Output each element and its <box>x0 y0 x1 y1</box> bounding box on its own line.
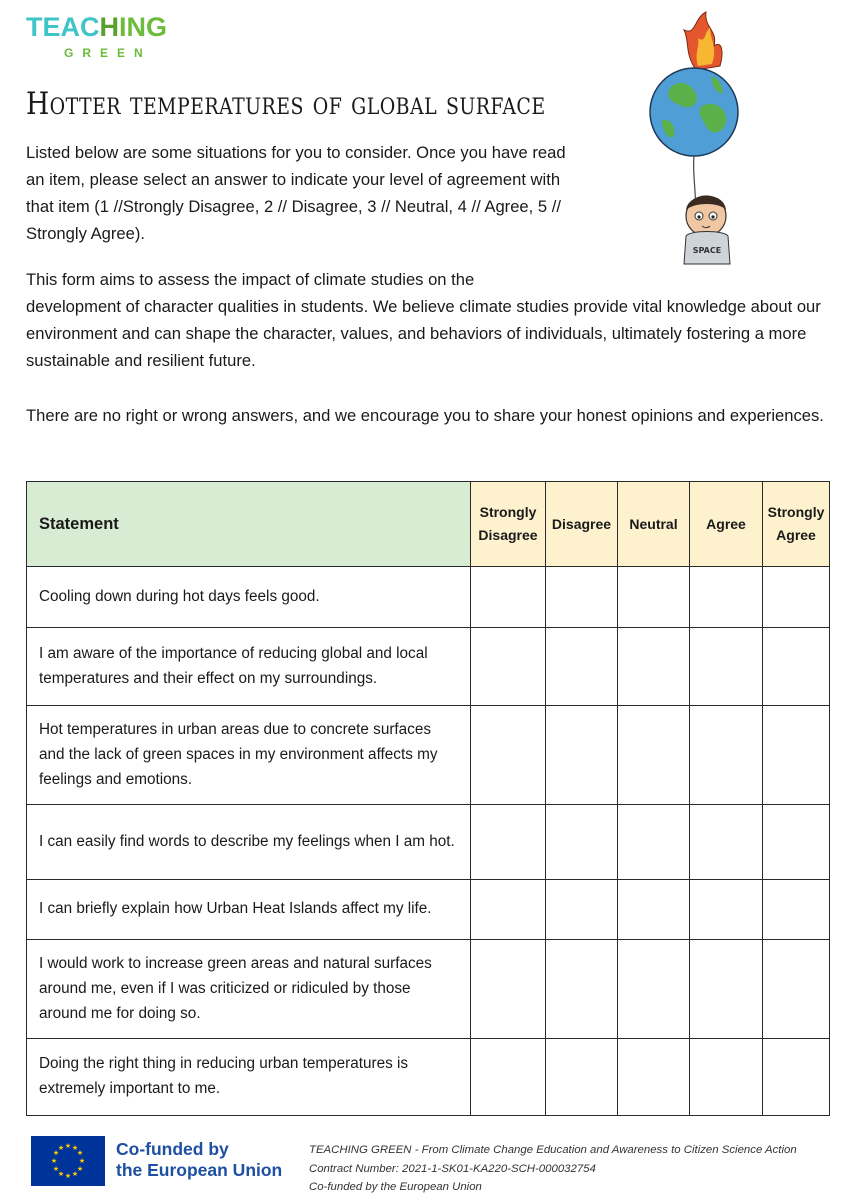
answer-cell-strongly-agree[interactable] <box>763 880 830 940</box>
answer-cell-agree[interactable] <box>690 567 763 628</box>
answer-cell-strongly-disagree[interactable] <box>471 628 546 706</box>
svg-text:★: ★ <box>52 1165 60 1173</box>
answer-cell-strongly-disagree[interactable] <box>471 880 546 940</box>
aim-paragraph <box>26 266 846 374</box>
answer-cell-strongly-agree[interactable] <box>763 706 830 805</box>
answer-cell-neutral[interactable] <box>618 706 690 805</box>
table-header-row <box>27 482 830 567</box>
table-row <box>27 628 830 706</box>
eu-flag-icon <box>31 1136 105 1186</box>
table-row <box>27 567 830 628</box>
answer-cell-strongly-disagree[interactable] <box>471 940 546 1039</box>
answer-cell-strongly-disagree[interactable] <box>471 567 546 628</box>
statement-text: I can easily find words to describe my feelings when I am hot. <box>27 805 471 880</box>
answer-cell-agree[interactable] <box>690 706 763 805</box>
svg-text:★: ★ <box>76 1149 84 1157</box>
statement-text: Cooling down during hot days feels good. <box>27 567 471 628</box>
answer-cell-neutral[interactable] <box>618 940 690 1039</box>
answer-cell-strongly-agree[interactable] <box>763 805 830 880</box>
page-title: Hotter temperatures of global surface <box>26 86 546 122</box>
answer-cell-neutral[interactable] <box>618 1039 690 1116</box>
statement-text: I can briefly explain how Urban Heat Islands affect my life. <box>27 880 471 940</box>
statement-text: Doing the right thing in reducing urban temperatures is extremely important to me. <box>27 1039 471 1116</box>
answer-cell-agree[interactable] <box>690 1039 763 1116</box>
svg-text:★: ★ <box>57 1144 65 1152</box>
aim-line-rest: development of character qualities in students. We believe climate studies provide vital knowledge about our environment and can shape the character, values, and behaviors of individuals, ultimately fostering a more sustainable and resilient future. <box>26 297 821 370</box>
table-row <box>27 940 830 1039</box>
answer-cell-agree[interactable] <box>690 805 763 880</box>
answer-cell-strongly-disagree[interactable] <box>471 706 546 805</box>
logo-part-a: TEAC <box>26 12 100 42</box>
aim-line-1: This form aims to assess the impact of climate studies on the <box>26 270 475 289</box>
cofunded-line-1: Co-funded by <box>116 1139 229 1159</box>
answer-cell-disagree[interactable] <box>546 706 618 805</box>
answer-cell-agree[interactable] <box>690 940 763 1039</box>
answer-cell-neutral[interactable] <box>618 628 690 706</box>
svg-text:★: ★ <box>71 1170 79 1178</box>
cofunded-line-2: the European Union <box>116 1160 283 1180</box>
logo-part-b: ING <box>119 12 168 42</box>
globe-balloon-illustration <box>640 8 760 270</box>
statement-text: I am aware of the importance of reducing global and local temperatures and their effect on my surroundings. <box>27 628 471 706</box>
header-agree: Agree <box>690 482 763 567</box>
svg-text:★: ★ <box>64 1142 72 1150</box>
cofunded-label <box>116 1139 282 1181</box>
header-strongly-disagree: Strongly Disagree <box>471 482 546 567</box>
svg-text:★: ★ <box>64 1172 72 1180</box>
answer-cell-neutral[interactable] <box>618 805 690 880</box>
header-strongly-agree: Strongly Agree <box>763 482 830 567</box>
answer-cell-agree[interactable] <box>690 880 763 940</box>
logo-part-n: H <box>99 12 119 42</box>
answer-cell-disagree[interactable] <box>546 880 618 940</box>
answer-cell-disagree[interactable] <box>546 940 618 1039</box>
footer-notes <box>309 1141 797 1197</box>
answer-cell-disagree[interactable] <box>546 1039 618 1116</box>
logo-subtitle: GREEN <box>64 46 152 60</box>
table-row <box>27 805 830 880</box>
answer-cell-agree[interactable] <box>690 628 763 706</box>
answer-cell-disagree[interactable] <box>546 628 618 706</box>
svg-text:★: ★ <box>50 1157 58 1165</box>
teaching-green-logo <box>26 10 196 62</box>
answer-cell-strongly-disagree[interactable] <box>471 805 546 880</box>
statement-text: I would work to increase green areas and natural surfaces around me, even if I was criticized or ridiculed by those around me for doing so. <box>27 940 471 1039</box>
statement-text: Hot temperatures in urban areas due to concrete surfaces and the lack of green spaces in my environment affects my feelings and emotions. <box>27 706 471 805</box>
svg-text:★: ★ <box>52 1149 60 1157</box>
svg-text:★: ★ <box>78 1157 86 1165</box>
logo-wordmark <box>26 12 167 43</box>
note-paragraph: There are no right or wrong answers, and we encourage you to share your honest opinions and experiences. <box>26 406 824 425</box>
answer-cell-neutral[interactable] <box>618 880 690 940</box>
answer-cell-strongly-agree[interactable] <box>763 567 830 628</box>
answer-cell-disagree[interactable] <box>546 567 618 628</box>
answer-cell-strongly-agree[interactable] <box>763 628 830 706</box>
footer-note-3: Co-funded by the European Union <box>309 1181 482 1193</box>
agreement-table <box>26 481 830 1116</box>
answer-cell-disagree[interactable] <box>546 805 618 880</box>
svg-text:★: ★ <box>57 1170 65 1178</box>
answer-cell-strongly-disagree[interactable] <box>471 1039 546 1116</box>
header-neutral: Neutral <box>618 482 690 567</box>
svg-text:★: ★ <box>76 1165 84 1173</box>
answer-cell-strongly-agree[interactable] <box>763 1039 830 1116</box>
table-row <box>27 880 830 940</box>
table-row <box>27 1039 830 1116</box>
footer-note-2: Contract Number: 2021-1-SK01-KA220-SCH-000032754 <box>309 1162 596 1175</box>
table-row <box>27 706 830 805</box>
answer-cell-strongly-agree[interactable] <box>763 940 830 1039</box>
header-disagree: Disagree <box>546 482 618 567</box>
answer-cell-neutral[interactable] <box>618 567 690 628</box>
intro-paragraph: Listed below are some situations for you to consider. Once you have read an item, please select an answer to indicate your level of agreement with that item (1 //Strongly Disagree, 2 // Disagree, 3 // Neutral, 4 // Agree, 5 // Strongly Agree). <box>26 143 566 243</box>
statement-header: Statement <box>27 482 471 567</box>
svg-text:★: ★ <box>71 1144 79 1152</box>
footer-note-1: TEACHING GREEN - From Climate Change Education and Awareness to Citizen Science Action <box>309 1144 797 1156</box>
shirt-text: SPACE <box>692 246 722 255</box>
